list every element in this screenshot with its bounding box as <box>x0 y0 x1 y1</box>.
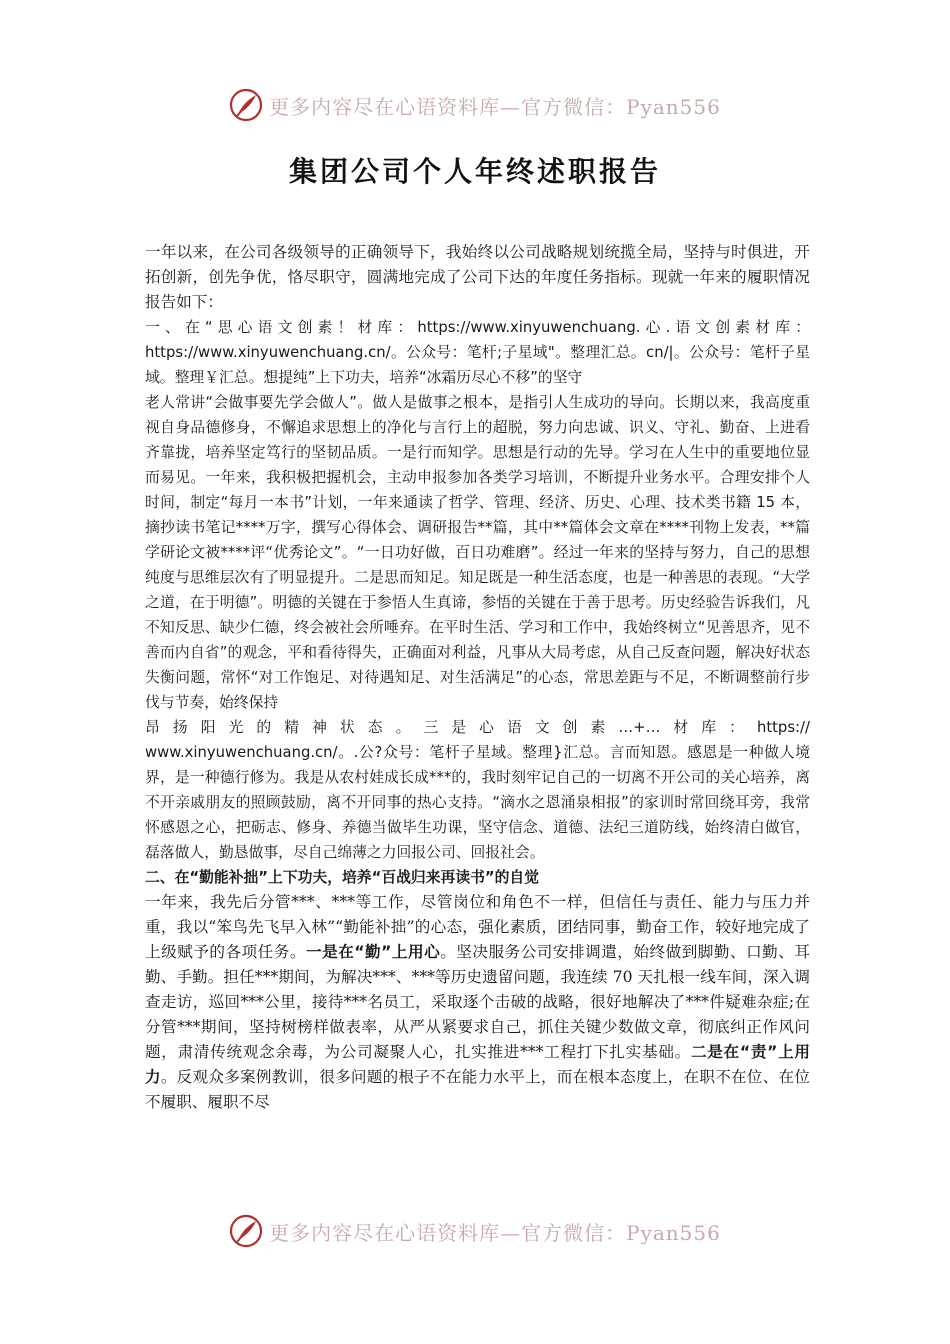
footer-watermark-banner <box>0 1208 950 1254</box>
section2-body-1: 一年来，我先后分管***、***等工作，尽管岗位和角色不一样，但信任与责任、能力与压力并重，我以“笨鸟先飞早入林”“勤能补拙”的心态，强化素质，团结同事，勤奋工作，较好地完成了上级赋予的各项任务。 <box>145 893 810 961</box>
quill-pen-logo-icon <box>229 88 263 122</box>
section2-body-2: 。坚决服务公司安排调遣，始终做到脚勤、口勤、耳勤、手勤。担任***期间，为解决***、***等历史遗留问题，我连续 70 天扎根一线车间，深入调查走访，巡回***公里，接待***名员工，采取逐个击破的战略，很好地解决了***件疑难杂症;在分管***期间，坚持树榜样做表率，从严从紧要求自己，抓住关键少数做文章，彻底纠正作风问题，肃清传统观念余毒，为公司凝聚人心，扎实推进***工程打下扎实基础。 <box>145 943 810 1061</box>
section1-body-spaced-line: 昂扬阳光的精神状态。三是心语文创素…+…材库：https:// <box>145 719 810 736</box>
quill-pen-logo-icon <box>229 1214 263 1248</box>
document-body <box>145 240 810 1115</box>
section1-body-b: www.xinyuwenchuang.cn/。.公?众号：笔杆子星域。整理}汇总。言而知恩。感恩是一种做人境界，是一种德行修为。我是从农村娃成长成***的，我时刻牢记自己的一切离不开公司的关心培养，离不开亲戚朋友的照顾鼓励，离不开同事的热心支持。“滴水之恩涌泉相报”的家训时常回绕耳旁，我常怀感恩之心，把砺志、修身、养德当做毕生功课，坚守信念、道德、法纪三道防线，始终清白做官，磊落做人，勤恳做事，尽自己绵薄之力回报公司、回报社会。 <box>145 744 810 861</box>
section2-body <box>145 890 810 1115</box>
section1-body-a: 老人常讲“会做事要先学会做人”。做人是做事之根本，是指引人生成功的导向。长期以来，我高度重视自身品德修身，不懈追求思想上的净化与言行上的超脱，努力向忠诚、识义、守礼、勤奋、上进看齐靠拢，培养坚定笃行的坚韧品质。一是行而知学。思想是行动的先导。学习在人生中的重要地位显而易见。一年来，我积极把握机会，主动申报参加各类学习培训，不断提升业务水平。合理安排个人时间，制定“每月一本书”计划，一年来通读了哲学、管理、经济、历史、心理、技术类书籍 15 本，摘抄读书笔记****万字，撰写心得体会、调研报告**篇，其中**篇体会文章在****刊物上发表，**篇学研论文被****评“优秀论文”。“一日功好做，百日功难磨”。经过一年来的坚持与努力，自己的思想纯度与思维层次有了明显提升。二是思而知足。知足既是一种生活态度，也是一种善思的表现。“大学之道，在于明德”。明德的关键在于参悟人生真谛，参悟的关键在于善于思考。历史经验告诉我们，凡不知反思、缺少仁德，终会被社会所唾弃。在平时生活、学习和工作中，我始终树立“见善思齐，见不善而内自省”的观念，平和看待得失，正确面对利益，凡事从大局考虑，从自己反查问题，解决好状态失衡问题，常怀“对工作饱足、对待遇知足、对生活满足”的心态，常思差距与不足，不断调整前行步伐与节奏，始终保持 <box>145 394 810 711</box>
header-watermark-banner <box>0 82 950 128</box>
section2-point2-label: 二是在“责”上用力 <box>145 1043 810 1086</box>
header-watermark-text: 更多内容尽在心语资料库—官方微信：Pyan556 <box>269 94 721 119</box>
section2-heading: 二、在“勤能补拙”上下功夫，培养“百战归来再读书”的自觉 <box>145 869 540 886</box>
intro-paragraph: 一年以来，在公司各级领导的正确领导下，我始终以公司战略规划统揽全局，坚持与时俱进，开拓创新，创先争优，恪尽职守，圆满地完成了公司下达的年度任务指标。现就一年来的履职情况报告如下： <box>145 243 810 311</box>
section2-body-3: 。反观众多案例教训，很多问题的根子不在能力水平上，而在根本态度上，在职不在位、在位不履职、履职不尽 <box>145 1068 810 1111</box>
section1-heading: 一、在“思心语文创素！材库：https://www.xinyuwenchuang.心.语文创素材库：https://www.xinyuwenchuang.cn/。公众号：笔杆;子星域"。整理汇总。cn/|。公众号：笔杆子星域。整理￥汇总。想提纯”上下功夫，培养“冰霜历尽心不移”的坚守 <box>145 319 810 386</box>
page-title: 集团公司个人年终述职报告 <box>288 155 661 188</box>
section2-point1-label: 一是在“勤”上用心 <box>306 943 441 961</box>
footer-watermark-text: 更多内容尽在心语资料库—官方微信：Pyan556 <box>269 1220 721 1245</box>
